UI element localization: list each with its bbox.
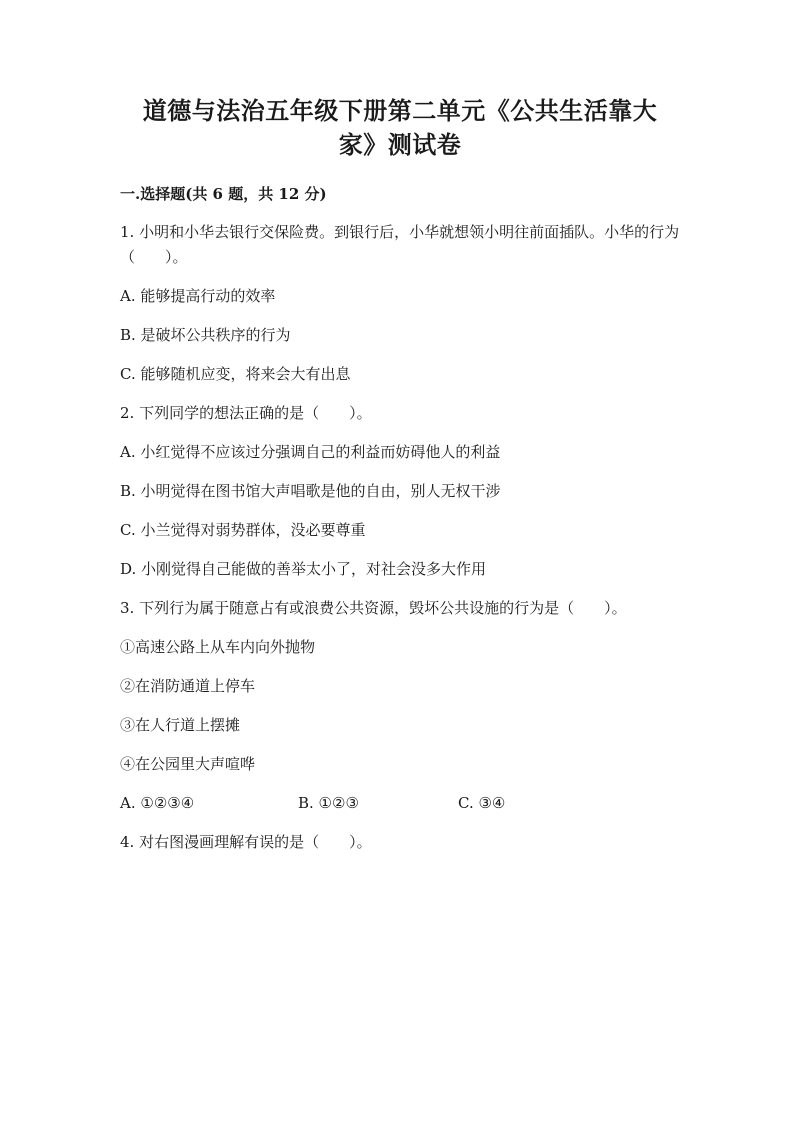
question-2-option-d: D. 小刚觉得自己能做的善举太小了，对社会没多大作用 bbox=[120, 560, 487, 578]
question-1-option-b: B. 是破坏公共秩序的行为 bbox=[120, 326, 291, 344]
question-3-item-1: ①高速公路上从车内向外抛物 bbox=[120, 638, 316, 656]
question-1-option-c: C. 能够随机应变，将来会大有出息 bbox=[120, 365, 351, 383]
question-3-option-b: B. ①②③ bbox=[298, 794, 359, 812]
question-3-options-row bbox=[120, 791, 680, 816]
question-2-option-a: A. 小红觉得不应该过分强调自己的利益而妨碍他人的利益 bbox=[120, 443, 501, 461]
question-1-option-a: A. 能够提高行动的效率 bbox=[120, 287, 276, 305]
question-3-option-c: C. ③④ bbox=[458, 794, 506, 812]
question-3-option-a: A. ①②③④ bbox=[120, 794, 195, 812]
question-2-option-b: B. 小明觉得在图书馆大声唱歌是他的自由，别人无权干涉 bbox=[120, 482, 501, 500]
question-3-item-2: ②在消防通道上停车 bbox=[120, 677, 256, 695]
question-3-item-3: ③在人行道上摆摊 bbox=[120, 716, 241, 734]
document-title bbox=[120, 0, 680, 162]
question-2-stem: 2. 下列同学的想法正确的是（ ）。 bbox=[120, 404, 372, 422]
question-2-option-c: C. 小兰觉得对弱势群体，没必要尊重 bbox=[120, 521, 366, 539]
question-3-stem: 3. 下列行为属于随意占有或浪费公共资源，毁坏公共设施的行为是（ ）。 bbox=[120, 599, 627, 617]
section-header: 一.选择题(共 6 题，共 12 分) bbox=[120, 185, 327, 203]
question-1-stem: 1. 小明和小华去银行交保险费。到银行后，小华就想领小明往前面插队。小华的行为（ ）。 bbox=[120, 223, 680, 266]
question-4-stem: 4. 对右图漫画理解有误的是（ ）。 bbox=[120, 833, 372, 851]
question-3-item-4: ④在公园里大声喧哗 bbox=[120, 755, 256, 773]
title-line-2: 家》测试卷 bbox=[338, 130, 462, 159]
title-line-1: 道德与法治五年级下册第二单元《公共生活靠大 bbox=[142, 96, 658, 125]
